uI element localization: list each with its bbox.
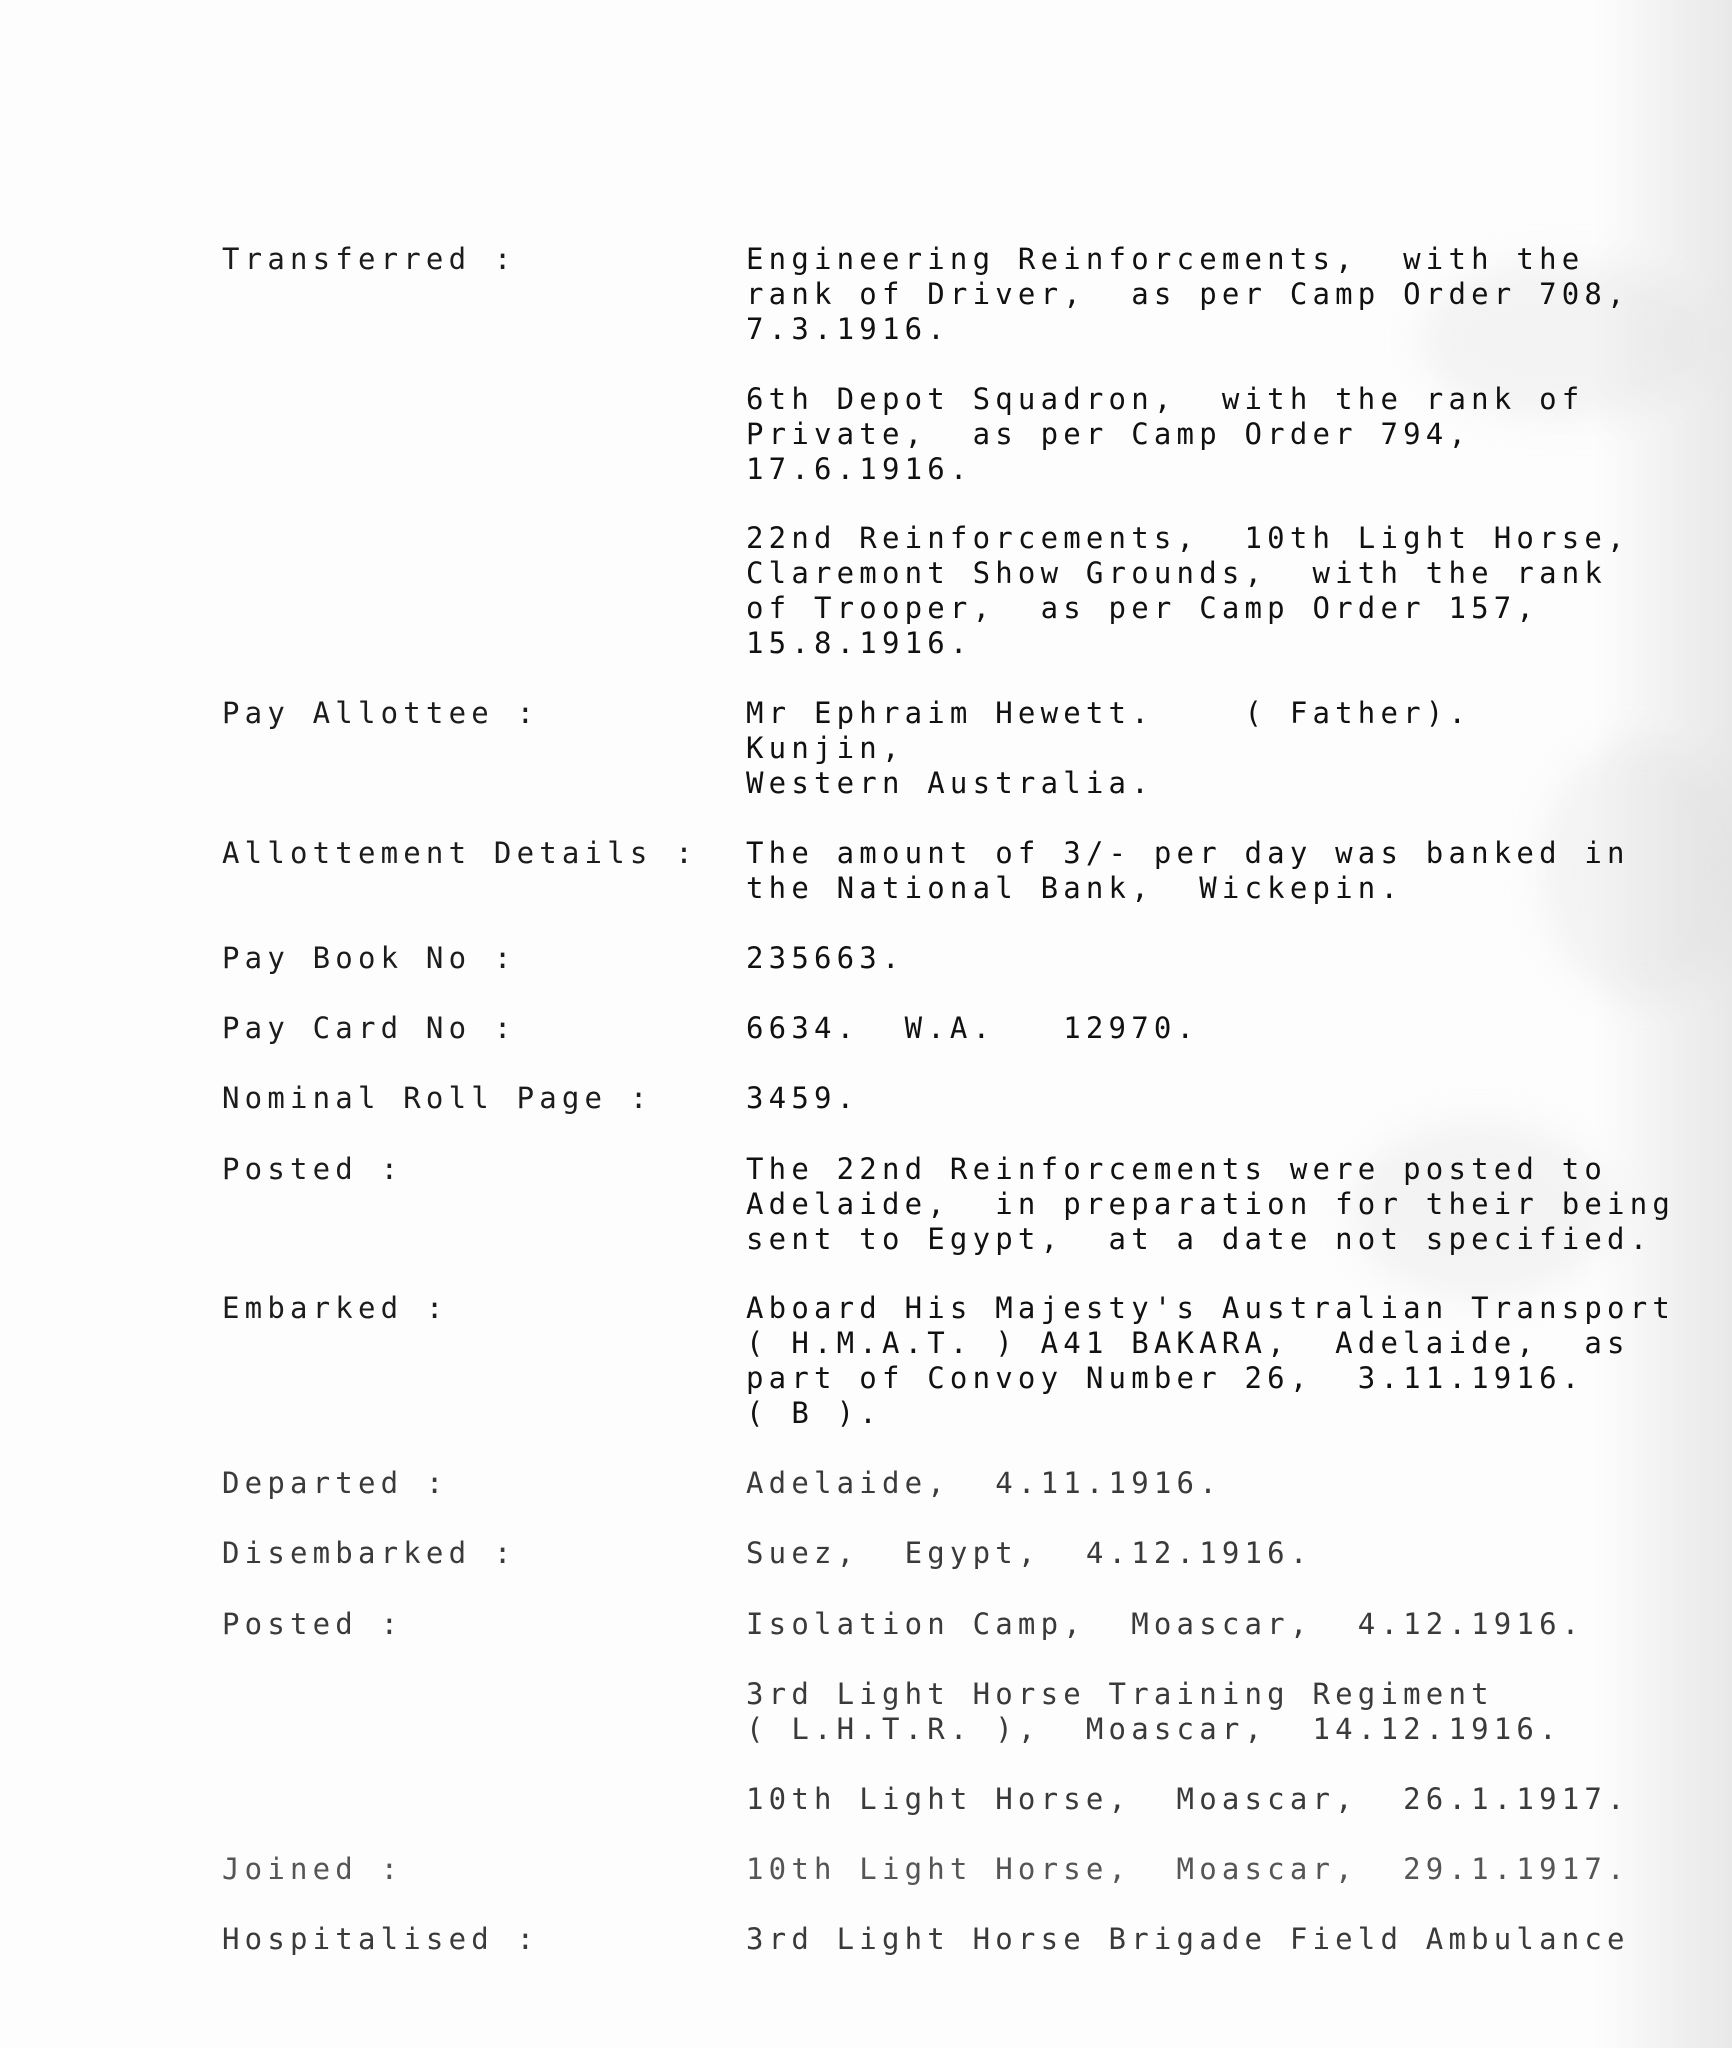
entry-value (746, 696, 1646, 801)
entry-value (746, 1536, 1646, 1571)
entry-value (746, 1922, 1646, 1957)
value-line: part of Convoy Number 26, 3.11.1916. (746, 1361, 1585, 1395)
entry-value (746, 242, 1646, 347)
entry-label: Pay Allottee : (222, 696, 540, 730)
value-line: ( B ). (746, 1396, 882, 1430)
value-line: 10th Light Horse, Moascar, 29.1.1917. (746, 1852, 1630, 1886)
entry-value (746, 1607, 1646, 1642)
value-line: The 22nd Reinforcements were posted to (746, 1152, 1608, 1186)
value-line: 10th Light Horse, Moascar, 26.1.1917. (746, 1782, 1630, 1816)
value-line: ( L.H.T.R. ), Moascar, 14.12.1916. (746, 1712, 1562, 1746)
value-line: Claremont Show Grounds, with the rank (746, 556, 1608, 590)
value-line: Private, as per Camp Order 794, (746, 417, 1472, 451)
entry-label: Nominal Roll Page : (222, 1081, 653, 1115)
value-line: 7.3.1916. (746, 312, 950, 346)
entry-value (746, 521, 1646, 661)
entry-value (746, 1081, 1646, 1116)
value-line: The amount of 3/- per day was banked in (746, 836, 1630, 870)
entry-label: Transferred : (222, 242, 517, 276)
entry-label: Pay Card No : (222, 1011, 517, 1045)
entry-value (746, 382, 1646, 487)
entry-value (746, 1466, 1646, 1501)
entry-value (746, 1152, 1676, 1257)
entry-label: Posted : (222, 1607, 404, 1641)
value-line: 17.6.1916. (746, 452, 973, 486)
value-line: 6th Depot Squadron, with the rank of (746, 382, 1585, 416)
value-line: Mr Ephraim Hewett. ( Father). (746, 696, 1472, 730)
value-line: Kunjin, (746, 731, 905, 765)
entry-value (746, 1852, 1646, 1887)
entry-value (746, 836, 1646, 906)
entry-value (746, 1677, 1646, 1747)
value-line: ( H.M.A.T. ) A41 BAKARA, Adelaide, as (746, 1326, 1630, 1360)
value-line: 235663. (746, 941, 905, 975)
entry-label: Posted : (222, 1152, 404, 1186)
entry-value (746, 1782, 1646, 1817)
value-line: 3rd Light Horse Training Regiment (746, 1677, 1494, 1711)
entry-label: Allottement Details : (222, 836, 698, 870)
entry-value (746, 1011, 1646, 1046)
value-line: Aboard His Majesty's Australian Transport (746, 1291, 1676, 1325)
entry-label: Pay Book No : (222, 941, 517, 975)
value-line: Isolation Camp, Moascar, 4.12.1916. (746, 1607, 1585, 1641)
value-line: 3rd Light Horse Brigade Field Ambulance (746, 1922, 1630, 1956)
value-line: 6634. W.A. 12970. (746, 1011, 1200, 1045)
value-line: rank of Driver, as per Camp Order 708, (746, 277, 1630, 311)
value-line: Suez, Egypt, 4.12.1916. (746, 1536, 1313, 1570)
entry-label: Disembarked : (222, 1536, 517, 1570)
value-line: Adelaide, 4.11.1916. (746, 1466, 1222, 1500)
value-line: the National Bank, Wickepin. (746, 871, 1404, 905)
value-line: Engineering Reinforcements, with the (746, 242, 1585, 276)
value-line: 3459. (746, 1081, 860, 1115)
entry-label: Joined : (222, 1852, 404, 1886)
entry-label: Departed : (222, 1466, 449, 1500)
value-line: of Trooper, as per Camp Order 157, (746, 591, 1540, 625)
entry-label: Hospitalised : (222, 1922, 540, 1956)
entry-label: Embarked : (222, 1291, 449, 1325)
value-line: Adelaide, in preparation for their being (746, 1187, 1676, 1221)
value-line: 15.8.1916. (746, 626, 973, 660)
entry-value (746, 1291, 1676, 1431)
entry-value (746, 941, 1646, 976)
value-line: 22nd Reinforcements, 10th Light Horse, (746, 521, 1630, 555)
value-line: sent to Egypt, at a date not specified. (746, 1222, 1653, 1256)
value-line: Western Australia. (746, 766, 1154, 800)
